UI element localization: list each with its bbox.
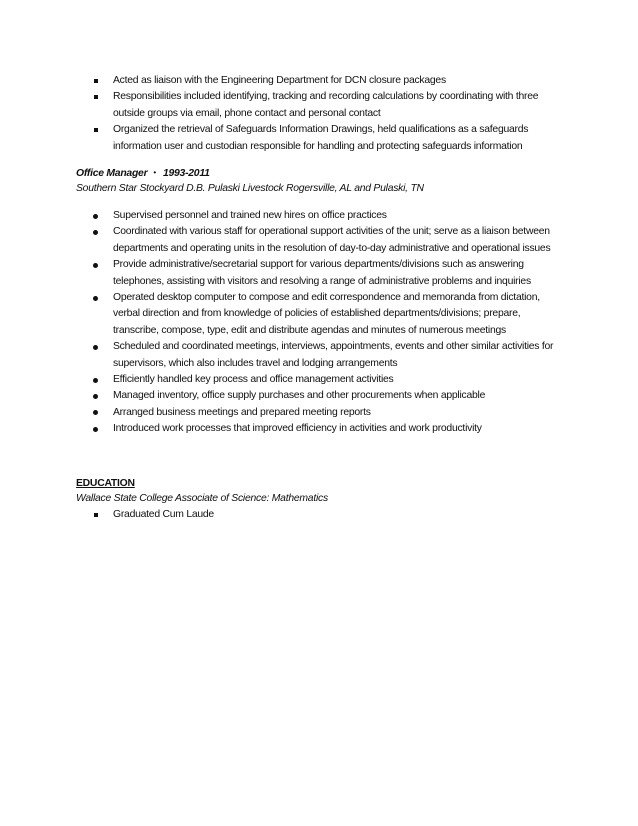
job-title: Office Manager bbox=[76, 168, 148, 179]
bullet-text: Acted as liaison with the Engineering Department for DCN closure packages bbox=[113, 75, 446, 86]
round-bullet-icon bbox=[93, 427, 98, 432]
square-bullet-icon bbox=[94, 95, 98, 99]
bullet-text: Graduated Cum Laude bbox=[113, 509, 214, 520]
list-item bbox=[0, 372, 638, 388]
bullet-text: Arranged business meetings and prepared meeting reports bbox=[113, 406, 371, 418]
list-item bbox=[0, 405, 638, 421]
bullet-text: Scheduled and coordinated meetings, interviews, appointments, events and other similar activities for supervisors, which also includes travel and lodging arrangements bbox=[113, 341, 554, 369]
office-manager-bullet-list bbox=[0, 208, 638, 438]
bullet-text: Provide administrative/secretarial support for various departments/divisions such as answering telephones, assisting with visitors and resolving a range of administrative problems and inquiries bbox=[113, 259, 531, 287]
list-item bbox=[0, 290, 638, 339]
list-item bbox=[0, 257, 638, 290]
round-bullet-icon bbox=[93, 230, 98, 235]
title-separator: • bbox=[153, 168, 156, 177]
bullet-text: Introduced work processes that improved efficiency in activities and work productivity bbox=[113, 423, 482, 435]
bullet-text: Efficiently handled key process and office management activities bbox=[113, 374, 394, 386]
list-item bbox=[0, 421, 638, 437]
square-bullet-icon bbox=[94, 79, 98, 83]
list-item bbox=[0, 507, 638, 523]
list-item bbox=[0, 89, 638, 122]
bullet-text: Managed inventory, office supply purchases and other procurements when applicable bbox=[113, 390, 486, 402]
education-heading: EDUCATION bbox=[76, 478, 135, 489]
round-bullet-icon bbox=[93, 378, 98, 383]
square-bullet-icon bbox=[94, 513, 98, 517]
round-bullet-icon bbox=[93, 214, 98, 219]
list-item bbox=[0, 122, 638, 155]
round-bullet-icon bbox=[93, 345, 98, 350]
job-title-line bbox=[76, 166, 210, 182]
round-bullet-icon bbox=[93, 296, 98, 301]
list-item bbox=[0, 208, 638, 224]
previous-role-bullet-list bbox=[0, 73, 638, 155]
list-item bbox=[0, 388, 638, 404]
bullet-text: Coordinated with various staff for operational support activities of the unit; serve as a liaison between departments and operating units in the resolution of day-to-day administrative and operational issues bbox=[113, 226, 551, 254]
education-bullet-list bbox=[0, 507, 638, 523]
bullet-text: Supervised personnel and trained new hires on office practices bbox=[113, 210, 387, 221]
list-item bbox=[0, 339, 638, 372]
job-dates: 1993-2011 bbox=[162, 168, 210, 179]
job-employer: Southern Star Stockyard D.B. Pulaski Livestock Rogersville, AL and Pulaski, TN bbox=[76, 183, 424, 194]
list-item bbox=[0, 73, 638, 89]
bullet-text: Operated desktop computer to compose and edit correspondence and memoranda from dictation, verbal direction and from knowledge of policies of established departments/divisions; prepare, transcribe, compose, type, edit and distribute agendas and minutes of numerous meetings bbox=[113, 292, 540, 336]
list-item bbox=[0, 224, 638, 257]
round-bullet-icon bbox=[93, 263, 98, 268]
square-bullet-icon bbox=[94, 128, 98, 132]
bullet-text: Organized the retrieval of Safeguards Information Drawings, held qualifications as a safeguards information user and custodian responsible for handling and protecting safeguards information bbox=[113, 124, 529, 152]
round-bullet-icon bbox=[93, 410, 98, 415]
bullet-text: Responsibilities included identifying, tracking and recording calculations by coordinating with three outside groups via email, phone contact and personal contact bbox=[113, 91, 539, 119]
round-bullet-icon bbox=[93, 394, 98, 399]
education-school: Wallace State College Associate of Science: Mathematics bbox=[76, 493, 328, 504]
